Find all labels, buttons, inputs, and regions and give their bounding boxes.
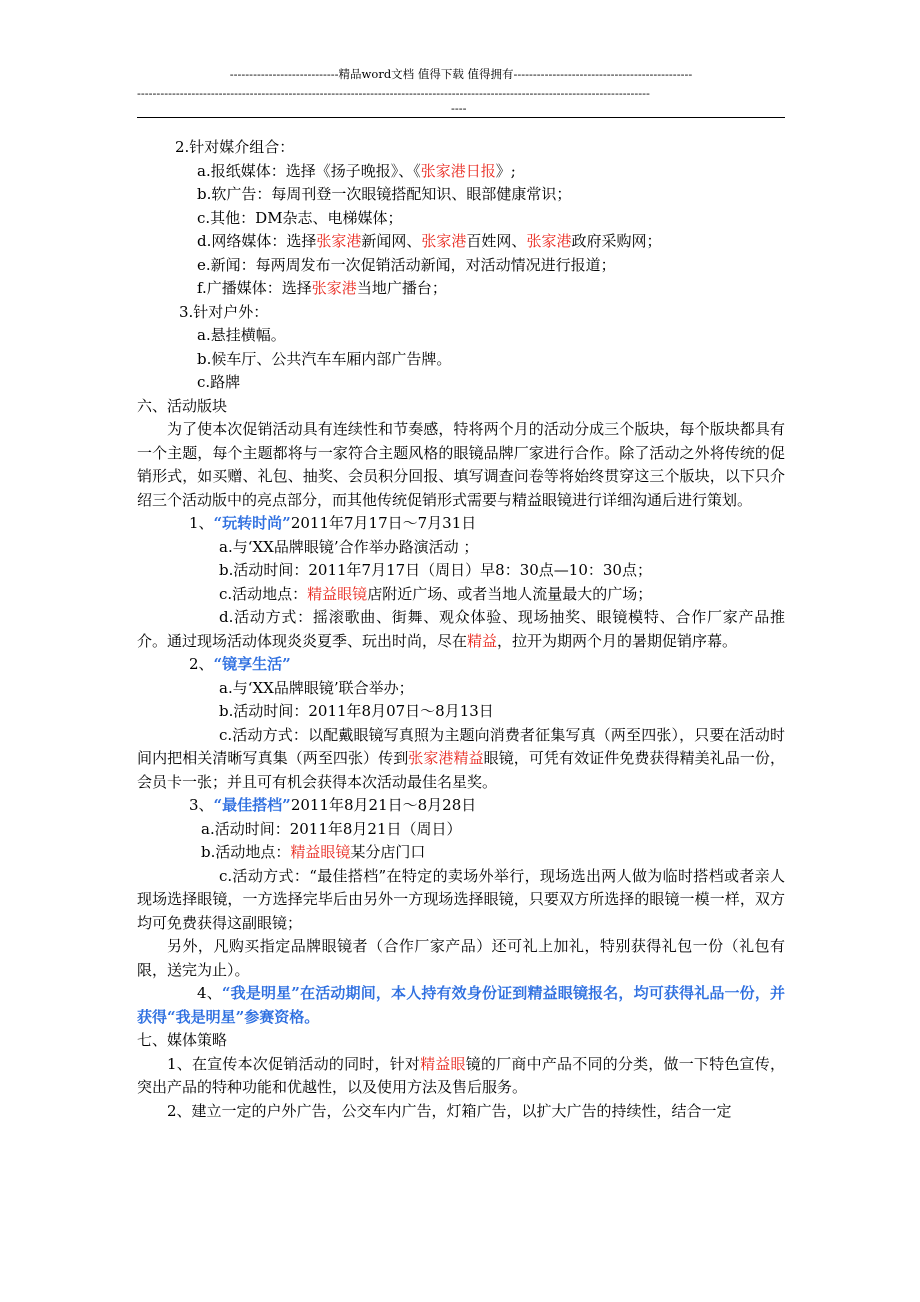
media-newspaper: a.报纸媒体：选择《扬子晚报》、《张家港日报》; [197, 161, 516, 180]
act2-heading: 2、“镜享生活” [189, 655, 291, 673]
media-online: d.网络媒体：选择张家港新闻网、张家港百姓网、张家港政府采购网； [197, 232, 662, 250]
act2-a: a.与‘XX品牌眼镜’联合举办； [219, 678, 414, 697]
document-body [137, 136, 785, 1123]
act1-c: c.活动地点：精益眼镜店附近广场、或者当地人流量最大的广场； [219, 584, 653, 603]
page-header: ----------------------------精品word文档 值得下载 值得拥有---------------------------------------------- [229, 67, 693, 81]
media-news: e.新闻：每两周发布一次促销活动新闻，对活动情况进行报道； [197, 255, 616, 274]
header-rule [137, 117, 785, 118]
act3-c: c.活动方式：“最佳搭档”在特定的卖场外举行，现场选出两人做为临时搭档或者亲人现场选择眼镜，一方选择完毕后由另外一方现场选择眼镜，只要双方所选择的眼镜一模一样，双方均可免费获得这副眼镜； [137, 866, 785, 932]
act3-a: a.活动时间：2011年8月21日（周日） [201, 819, 462, 838]
header-dash-line: ------------------------------------------------------------------------------------------------------------------------------------ [137, 86, 650, 100]
act1-d: d.活动方式：摇滚歌曲、街舞、观众体验、现场抽奖、眼镜模特、合作厂家产品推介。通过现场活动体现炎炎夏季、玩出时尚，尽在精益，拉开为期两个月的暑期促销序幕。 [137, 608, 785, 650]
section6-title: 六、活动版块 [137, 396, 228, 415]
section7-p1: 1、在宣传本次促销活动的同时，针对精益眼镜的厂商中产品不同的分类，做一下特色宣传，突出产品的特种功能和优越性，以及使用方法及售后服务。 [137, 1054, 785, 1096]
outdoor-road-sign: c.路牌 [197, 373, 241, 391]
media-radio: f.广播媒体：选择张家港当地广播台； [197, 279, 447, 297]
act1-b: b.活动时间：2011年7月17日（周日）早8：30点—10：30点； [219, 561, 652, 579]
act3-b: b.活动地点：精益眼镜某分店门口 [201, 843, 426, 861]
act1-heading: 1、“玩转时尚”2011年7月17日～7月31日 [189, 514, 477, 532]
media-soft-ad: b.软广告：每周刊登一次眼镜搭配知识、眼部健康常识； [197, 185, 572, 203]
header-dash-tail: ---- [451, 101, 467, 115]
section7-title: 七、媒体策略 [137, 1031, 228, 1049]
media-combo-title: 2.针对媒介组合： [175, 138, 295, 156]
outdoor-banner: a.悬挂横幅。 [197, 326, 286, 344]
act2-b: b.活动时间：2011年8月07日～8月13日 [219, 702, 494, 720]
act3-heading: 3、“最佳搭档”2011年8月21日～8月28日 [189, 796, 477, 814]
outdoor-title: 3.针对户外： [179, 302, 269, 321]
section7-p2: 2、建立一定的户外广告，公交车内广告，灯箱广告，以扩大广告的持续性，结合一定 [167, 1101, 732, 1120]
section6-intro: 为了使本次促销活动具有连续性和节奏感，特将两个月的活动分成三个版块，每个版块都具有一个主题，每个主题都将与一家符合主题风格的眼镜品牌厂家进行合作。除了活动之外将传统的促销形式，如买赠、礼包、抽奖、会员积分回报、填写调查问卷等将始终贯穿这三个版块，以下只介绍三个活动版中的亮点部分，而其他传统促销形式需要与精益眼镜进行详细沟通后进行策划。 [137, 420, 785, 509]
act2-c: c.活动方式：以配戴眼镜写真照为主题向消费者征集写真（两至四张），只要在活动时间内把相关清晰写真集（两至四张）传到张家港精益眼镜，可凭有效证件免费获得精美礼品一份，会员卡一张；并且可有机会获得本次活动最佳名星奖。 [137, 725, 785, 791]
act1-a: a.与‘XX品牌眼镜’合作举办路演活动 ； [219, 537, 479, 556]
act4: 4、“我是明星”在活动期间，本人持有效身份证到精益眼镜报名，均可获得礼品一份，并获得“我是明星”参赛资格。 [137, 984, 786, 1026]
media-other: c.其他：DM杂志、电梯媒体； [197, 208, 403, 227]
outdoor-bus: b.候车厅、公共汽车车厢内部广告牌。 [197, 349, 452, 368]
act3-extra: 另外，凡购买指定品牌眼镜者（合作厂家产品）还可礼上加礼，特别获得礼包一份（礼包有限，送完为止）。 [137, 937, 785, 979]
